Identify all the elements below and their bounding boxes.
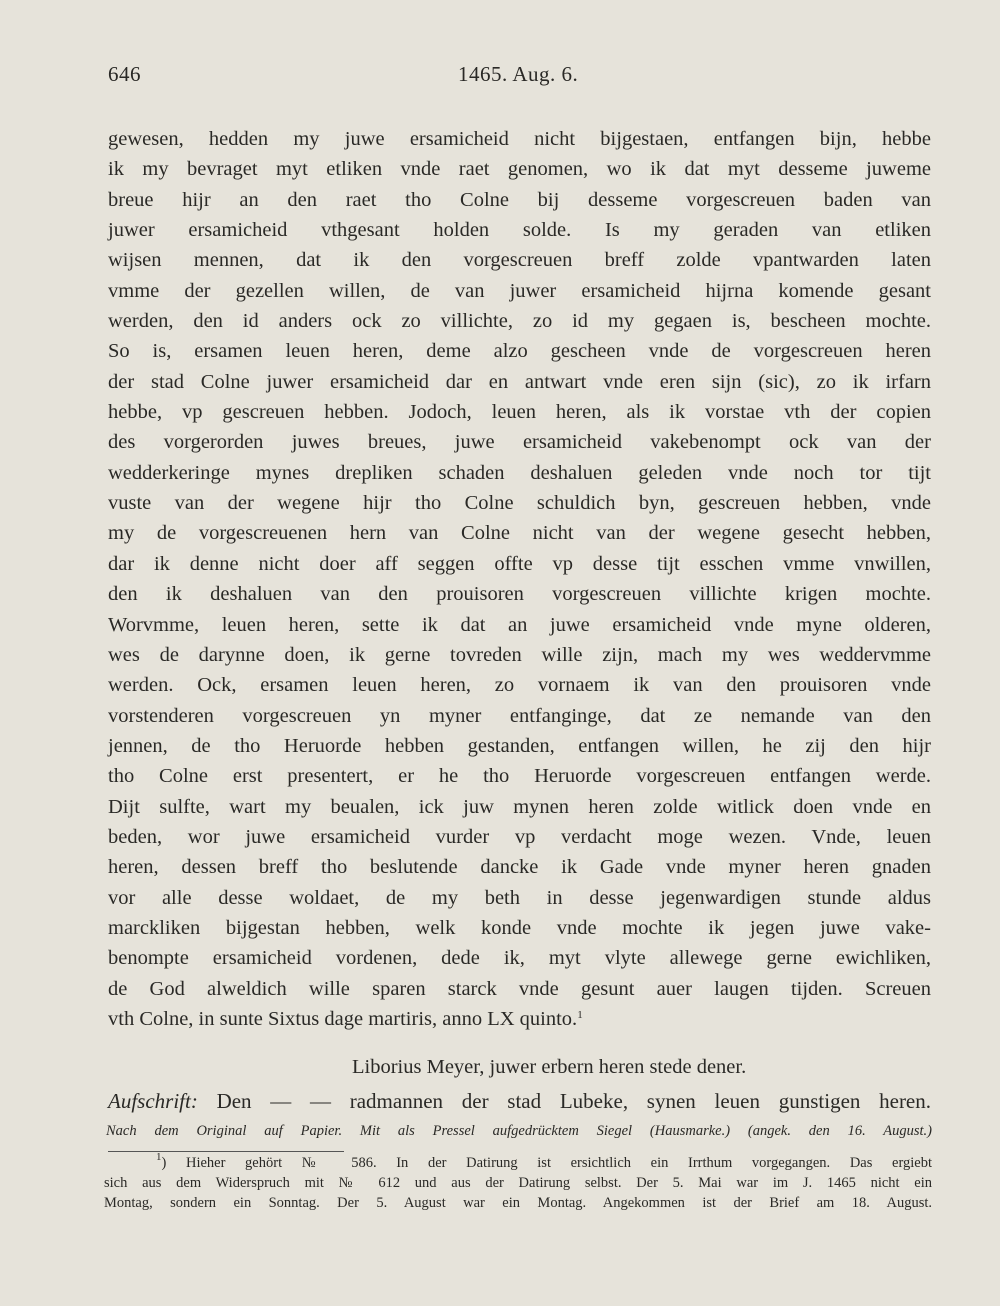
body-line: hebbe, vp gescreuen hebben. Jodoch, leuen heren, als ik vorstae vth der copien [108, 401, 931, 424]
body-line: vuste van der wegene hijr tho Colne schuldich byn, gescreuen hebben, vnde [108, 492, 931, 515]
address-label: Aufschrift: [108, 1089, 198, 1113]
body-line: vorstenderen vorgescreuen yn myner entfanginge, dat ze nemande van den [108, 704, 931, 727]
footnote-text: ) Hieher gehört № 586. In der Datirung ist ersichtlich ein Irrthum vorgegangen. Das ergiebt [161, 1155, 932, 1171]
body-line: de God alweldich wille sparen starck vnde gesunt auer laugen tijden. Screuen [108, 977, 931, 1000]
body-line: Dijt sulfte, wart my beualen, ick juw mynen heren zolde witlick doen vnde en [108, 795, 931, 818]
body-line: den ik deshaluen van den prouisoren vorgescreuen villichte krigen mochte. [108, 583, 931, 606]
body-line: heren, dessen breff tho beslutende dancke ik Gade vnde myner heren gnaden [108, 856, 931, 879]
body-line: vor alle desse woldaet, de my beth in desse jegenwardigen stunde aldus [108, 886, 931, 909]
signature-line: Liborius Meyer, juwer erbern heren stede dener. [352, 1056, 747, 1078]
footnote-line [104, 1153, 932, 1173]
address-text: Den — — radmannen der stad Lubeke, synen leuen gunstigen heren. [216, 1089, 932, 1113]
address-line [108, 1086, 931, 1116]
footnote-block [104, 1153, 932, 1213]
body-line: Worvmme, leuen heren, sette ik dat an juwe ersamicheid vnde myne olderen, [108, 613, 931, 636]
footnote-divider [108, 1151, 344, 1152]
body-line: des vorgerorden juwes breues, juwe ersamicheid vakebenompt ock van der [108, 431, 931, 454]
body-line-last [108, 1004, 931, 1034]
body-line: jennen, de tho Heruorde hebben gestanden, entfangen willen, he zij den hijr [108, 734, 931, 757]
body-line: dar ik denne nicht doer aff seggen offte vp desse tijt esschen vmme vnwillen, [108, 552, 931, 575]
page-number: 646 [108, 62, 141, 86]
body-line: vmme der gezellen willen, de van juwer ersamicheid hijrna komende gesant [108, 279, 931, 302]
body-line: tho Colne erst presentert, er he tho Heruorde vorgescreuen entfangen werde. [108, 765, 931, 788]
body-line: benompte ersamicheid vordenen, dede ik, myt vlyte allewegе gerne ewichliken, [108, 947, 931, 970]
body-line: wedderkeringe mynes drepliken schaden deshaluen geleden vnde noch tor tijt [108, 461, 931, 484]
body-line: der stad Colne juwer ersamicheid dar en antwart vnde eren sijn (sic), zo ik irfarn [108, 370, 931, 393]
body-line: So is, ersamen leuen heren, deme alzo gescheen vnde de vorgescreuen heren [108, 340, 931, 363]
footnote-line: Montag, sondern ein Sonntag. Der 5. August war ein Montag. Angekommen ist der Brief am 18. August. [104, 1195, 932, 1211]
body-line: wes de darynne doen, ik gerne tovreden wille zijn, mach my wes weddervmme [108, 643, 931, 666]
body-line: werden, den id anders ock zo villichte, zo id my gegaen is, bescheen mochte. [108, 310, 931, 333]
footnote-reference: 1 [577, 1008, 583, 1021]
footnote-line: sich aus dem Widerspruch mit № 612 und aus der Datirung selbst. Der 5. Mai war im J. 1465 nicht ein [104, 1175, 932, 1191]
body-line: werden. Ock, ersamen leuen heren, zo vornaem ik van den prouisoren vnde [108, 674, 931, 697]
body-line: ik my bevraget myt etliken vnde raet genomen, wo ik dat myt desseme juweme [108, 158, 931, 181]
body-line: juwer ersamicheid vthgesant holden solde. Is my geraden van etliken [108, 219, 931, 242]
body-line: beden, wor juwe ersamicheid vurder vp verdacht moge wezen. Vnde, leuen [108, 825, 931, 848]
body-line: gewesen, hedden my juwe ersamicheid nicht bijgestaen, entfangen bijn, hebbe [108, 128, 931, 150]
body-line: my de vorgescreuenen hern van Colne nicht van der wegene gesecht hebben, [108, 522, 931, 545]
body-line-text: vth Colne, in sunte Sixtus dage martiris, anno LX quinto. [108, 1007, 578, 1030]
running-head: 1465. Aug. 6. [458, 62, 579, 86]
body-line: wijsen mennen, dat ik den vorgescreuen breff zolde vpantwarden laten [108, 249, 931, 272]
source-note: Nach dem Original auf Papier. Mit als Pressel aufgedrücktem Siegel (Hausmarke.) (angek. den 16. August.) [106, 1123, 932, 1139]
footnote-marker: 1 [156, 1151, 162, 1163]
body-line: breue hijr an den raet tho Colne bij desseme vorgescreuen baden van [108, 188, 931, 211]
body-line: marckliken bijgestan hebben, welk konde vnde mochte ik jegen juwe vake- [108, 916, 931, 939]
page-header [108, 62, 930, 92]
letter-body [108, 124, 931, 1034]
